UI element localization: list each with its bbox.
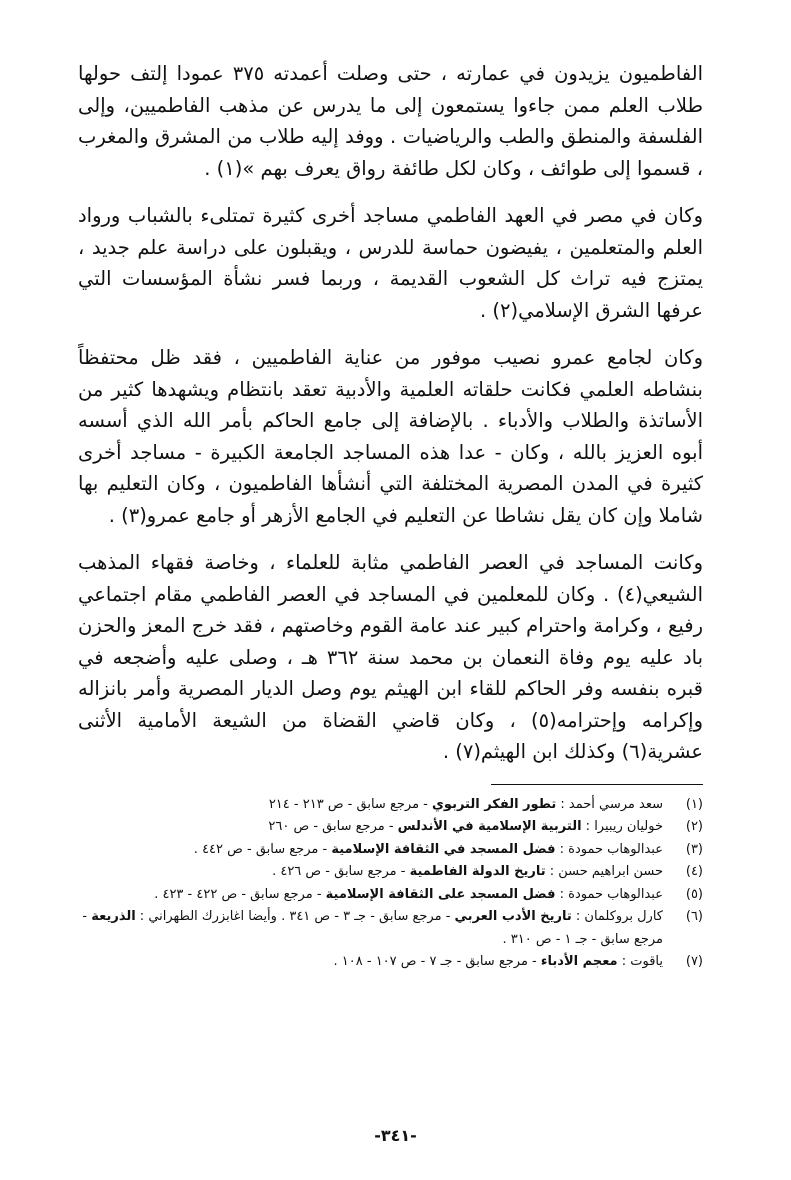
footnote-6 — [78, 906, 703, 951]
footnote-text: عبدالوهاب حمودة : فضل المسجد في الثقافة الإسلامية - مرجع سابق - ص ٤٤٢ . — [193, 841, 663, 857]
footnote-number: (٥) — [685, 886, 703, 902]
footnote-7 — [78, 951, 703, 974]
footnote-text: كارل بروكلمان : تاريخ الأدب العربي - مرجع سابق - جـ ٣ - ص ٣٤١ . وأيضا اغابزرك الطهراني : الذريعة - مرجع سابق - جـ ١ - ص ٣١٠ . — [82, 909, 663, 947]
footnote-5 — [78, 884, 703, 907]
body-paragraph-3: وكان لجامع عمرو نصيب موفور من عناية الفاطميين ، فقد ظل محتفظاً بنشاطه العلمي فكانت حلقاته العلمية والأدبية تعقد بانتظام ويشهدها كثير من الأساتذة والطلاب والأدباء . بالإضافة إلى جامع الحاكم بأمر الله الذي أسسه أبوه العزيز بالله ، وكان - عدا هذه المساجد الجامعة الكبيرة - مساجد أخرى كثيرة في المدن المصرية المختلفة التي أنشأها الفاطميون ، وكان التعليم بها شاملا وإن كان يقل نشاطا عن التعليم في الجامع الأزهر أو جامع عمرو(٣) . — [78, 346, 703, 527]
page-number: -٣٤١- — [374, 1126, 417, 1145]
footnote-number: (١) — [685, 796, 703, 812]
footnote-4 — [78, 861, 703, 884]
footnote-number: (٤) — [685, 864, 703, 879]
footnote-number: (٣) — [685, 841, 703, 857]
footnote-text: عبدالوهاب حمودة : فضل المسجد على الثقافة الإسلامية - مرجع سابق - ص ٤٢٢ - ٤٢٣ . — [154, 886, 663, 902]
footnote-separator — [491, 784, 704, 785]
body-paragraph-1: الفاطميون يزيدون في عمارته ، حتى وصلت أعمدته ٣٧٥ عمودا إلتف حولها طلاب العلم ممن جاءوا يستمعون إلى ما يدرس عن مذهب الفاطميين، وإلى الفلسفة والمنطق والطب والرياضيات . ووفد إليه طلاب من المشرق والمغرب ، قسموا إلى طوائف ، وكان لكل طائفة رواق يعرف بهم »(١) . — [78, 62, 703, 180]
footnote-text: ياقوت : معجم الأدباء - مرجع سابق - جـ ٧ - ص ١٠٧ - ١٠٨ . — [333, 954, 663, 969]
footnote-text: خوليان ريبيرا : التربية الإسلامية في الأندلس - مرجع سابق - ص ٢٦٠ — [268, 819, 663, 834]
footnotes — [78, 794, 703, 974]
footnote-text: حسن ابراهيم حسن : تاريخ الدولة الفاطمية - مرجع سابق - ص ٤٢٦ . — [272, 864, 663, 879]
footnote-2 — [78, 816, 703, 839]
footnote-number: (٦) — [685, 909, 703, 924]
footnote-number: (٢) — [685, 819, 703, 834]
footnote-3 — [78, 839, 703, 862]
body-paragraph-4: وكانت المساجد في العصر الفاطمي مثابة للعلماء ، وخاصة فقهاء المذهب الشيعي(٤) . وكان للمعلمين في المساجد في العصر الفاطمي مقام اجتماعي رفيع ، وكرامة واحترام كبير عند عامة القوم وخاصتهم ، فقد خرج المعز والحزن باد عليه يوم وفاة النعمان بن محمد سنة ٣٦٢ هـ ، وصلى عليه وأضجعه في قبره بنفسه وفر الحاكم للقاء ابن الهيثم يوم وصل الديار المصرية وأمر بانزاله وإكرامه وإحترامه(٥) ، وكان قاضي القضاة من الشيعة الأمامية الأثنى عشرية(٦) وكذلك ابن الهيثم(٧) . — [78, 551, 704, 763]
footnote-text: سعد مرسي أحمد : تطور الفكر التربوي - مرجع سابق - ص ٢١٣ - ٢١٤ — [268, 796, 663, 812]
footnote-number: (٧) — [685, 954, 703, 969]
footnote-1 — [78, 794, 703, 817]
body-paragraph-2: وكان في مصر في العهد الفاطمي مساجد أخرى كثيرة تمتلىء بالشباب ورواد العلم والمتعلمين ، يفيضون حماسة للدرس ، ويقبلون على دراسة علم جديد ، يمتزج فيه تراث كل الشعوب القديمة ، وربما فسر نشأة المؤسسات التي عرفها الشرق الإسلامي(٢) . — [78, 204, 703, 322]
